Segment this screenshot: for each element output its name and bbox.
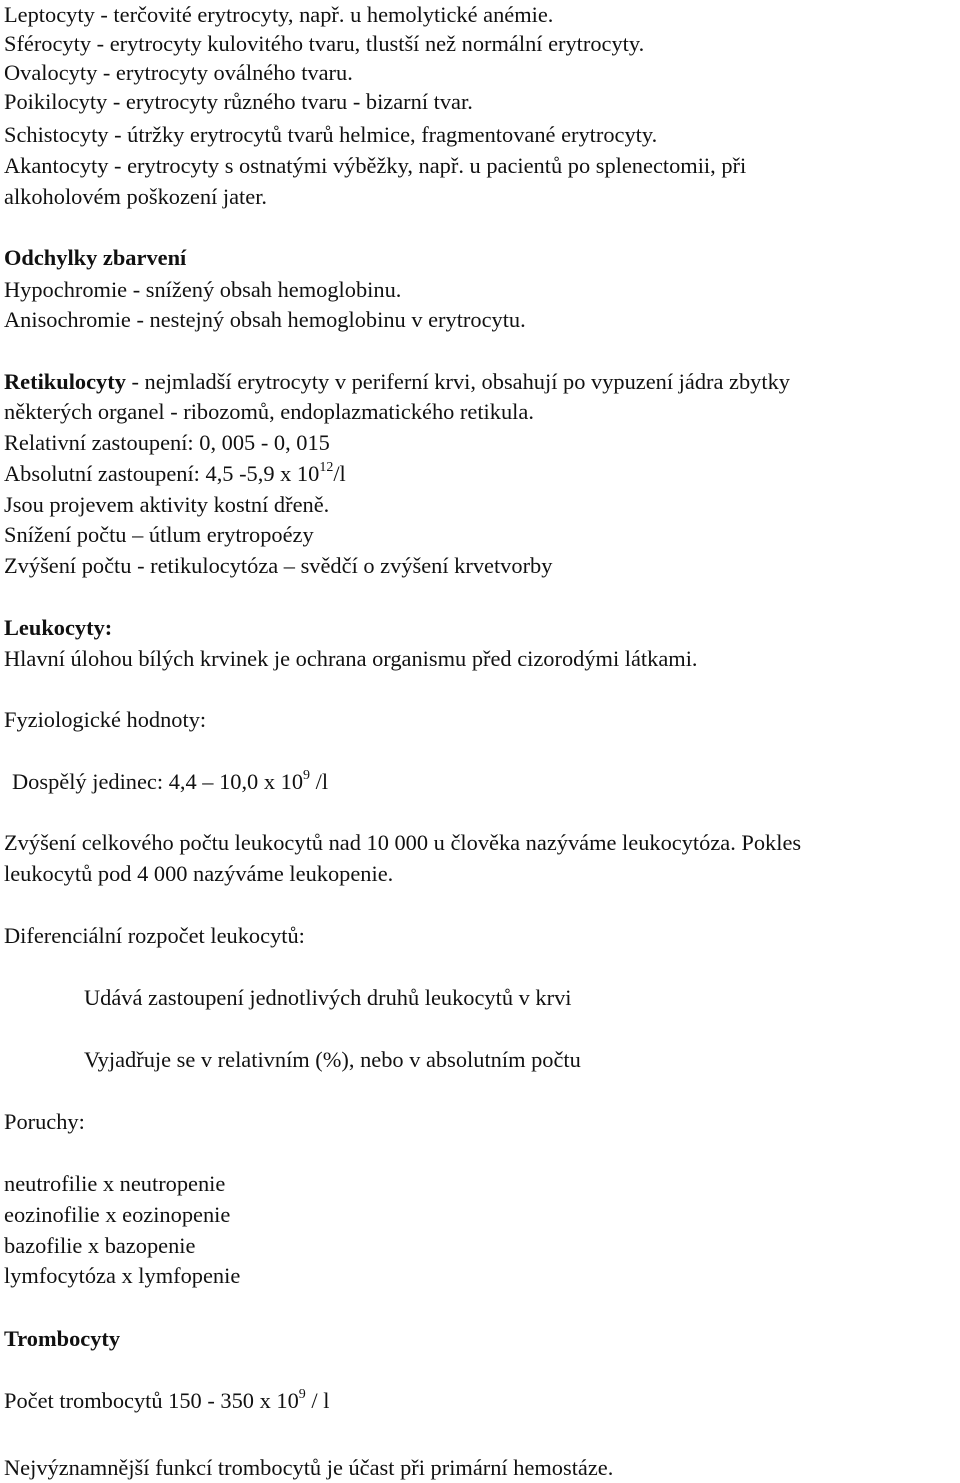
text-line: Zvýšení celkového počtu leukocytů nad 10 000 u člověka nazýváme leukocytóza. Pokles [4,830,802,855]
exponent: 9 [298,1387,306,1402]
text-line: Schistocyty - útržky erytrocytů tvarů helmice, fragmentované erytrocyty. [4,122,658,147]
text-line: Snížení počtu – útlum erytropoézy [4,522,314,547]
text-line: některých organel - ribozomů, endoplazmatického retikula. [4,399,534,424]
text-line: Fyziologické hodnoty: [4,707,207,732]
text-line: Anisochromie - nestejný obsah hemoglobinu v erytrocytu. [4,307,526,332]
unit: / l [305,1388,330,1413]
section-heading: Odchylky zbarvení [4,245,187,270]
unit: /l [310,769,329,794]
text-line: Hypochromie - snížený obsah hemoglobinu. [4,277,402,302]
text-line [4,1386,329,1420]
text-line: Vyjadřuje se v relativním (%), nebo v absolutním počtu [84,1047,581,1072]
unit: /l [333,461,346,486]
text-line: Poruchy: [4,1109,85,1134]
text-line [4,459,346,493]
count-value: Počet trombocytů 150 - 350 x 10 [4,1388,299,1413]
section-heading: Leukocyty: [4,615,113,640]
text-line: Udává zastoupení jednotlivých druhů leukocytů v krvi [84,985,572,1010]
exponent: 9 [303,768,311,783]
term: Retikulocyty [4,369,126,394]
text-line: leukocytů pod 4 000 nazýváme leukopenie. [4,861,394,886]
text-line [12,767,328,801]
text-line: Hlavní úlohou bílých krvinek je ochrana organismu před cizorodými látkami. [4,646,698,671]
exponent: 12 [319,460,334,475]
text-line: Ovalocyty - erytrocyty oválného tvaru. [4,60,353,85]
list-item: bazofilie x bazopenie [4,1233,196,1258]
list-item: lymfocytóza x lymfopenie [4,1263,241,1288]
list-item: eozinofilie x eozinopenie [4,1202,231,1227]
text-line: Diferenciální rozpočet leukocytů: [4,923,305,948]
text-line: Leptocyty - terčovité erytrocyty, např. u hemolytické anémie. [4,2,554,27]
text-line [4,367,790,397]
list-item: neutrofilie x neutropenie [4,1171,226,1196]
definition: - nejmladší erytrocyty v periferní krvi, obsahují po vypuzení jádra zbytky [125,369,790,394]
text-line: Nejvýznamnější funkcí trombocytů je účast při primární hemostáze. [4,1455,614,1480]
text-line: Sférocyty - erytrocyty kulovitého tvaru, tlustší než normální erytrocyty. [4,31,645,56]
absolute-value: Absolutní zastoupení: 4,5 -5,9 x 10 [4,461,320,486]
text-line: Relativní zastoupení: 0, 005 - 0, 015 [4,430,330,455]
text-line: Zvýšení počtu - retikulocytóza – svědčí o zvýšení krvetvorby [4,553,553,578]
section-heading: Trombocyty [4,1326,121,1351]
text-line: alkoholovém poškození jater. [4,184,268,209]
adult-value: Dospělý jedinec: 4,4 – 10,0 x 10 [12,769,304,794]
text-line: Poikilocyty - erytrocyty různého tvaru - bizarní tvar. [4,89,473,114]
text-line: Jsou projevem aktivity kostní dřeně. [4,492,330,517]
text-line: Akantocyty - erytrocyty s ostnatými výběžky, např. u pacientů po splenectomii, při [4,153,747,178]
